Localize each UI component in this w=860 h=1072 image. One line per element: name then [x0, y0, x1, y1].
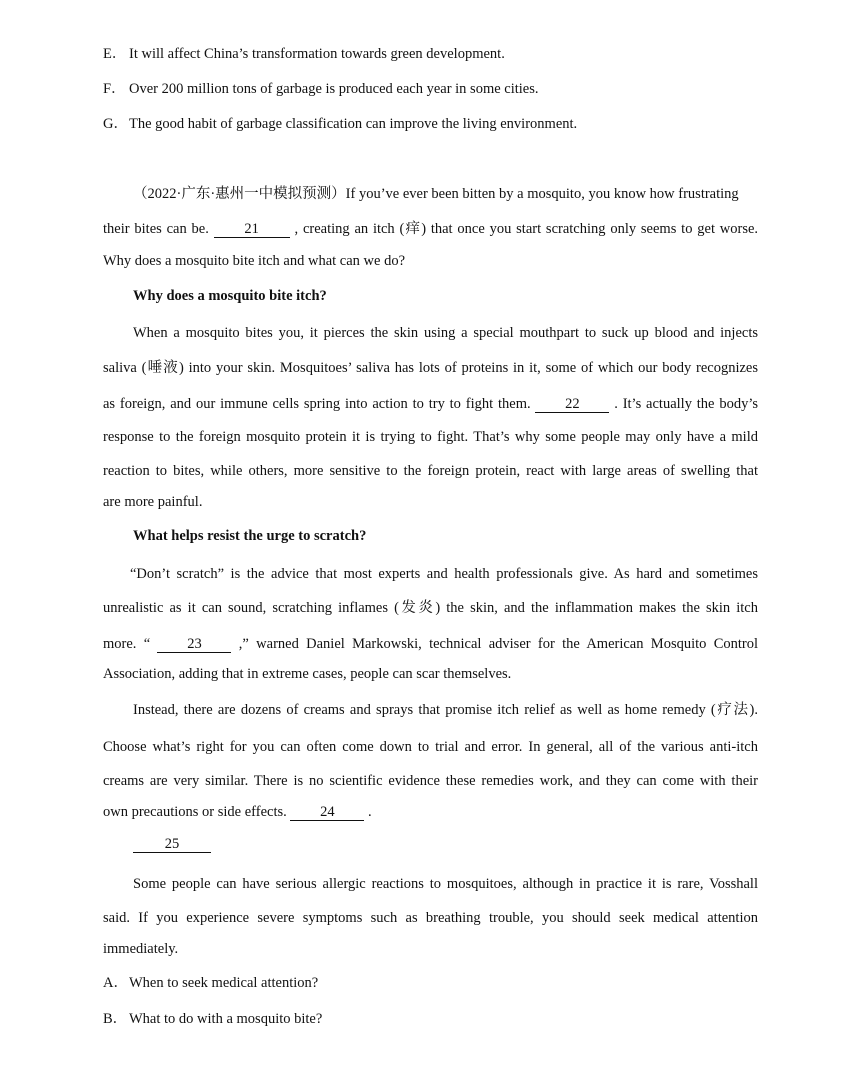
option-a [103, 974, 758, 992]
passage-line: “Don’t scratch” is the advice that most experts and health professionals give. As hard and sometimes [130, 566, 758, 582]
passage-line [103, 220, 758, 238]
option-g [103, 115, 758, 133]
passage-line: reaction to bites, while others, more sensitive to the foreign protein, react with large areas of swelling that [103, 463, 758, 479]
passage-line: When a mosquito bites you, it pierces the skin using a special mouthpart to suck up blood and injects [133, 325, 758, 341]
passage-text: , creating an itch (痒) that once you start scratching only seems to get worse. [294, 221, 759, 237]
passage-text: ,” warned Daniel Markowski, technical adviser for the American Mosquito Control [238, 636, 759, 652]
option-letter: G． [103, 116, 128, 132]
option-letter: A． [103, 975, 128, 991]
passage-line: are more painful. [103, 494, 203, 510]
passage-line: Instead, there are dozens of creams and sprays that promise itch relief as well as home remedy (疗法). [133, 702, 758, 718]
blank-21: 21 [214, 222, 290, 238]
passage-text: more. “ [103, 636, 151, 652]
option-letter: F． [103, 81, 126, 97]
passage-line: Association, adding that in extreme cases, people can scar themselves. [103, 666, 512, 682]
passage-text: their bites can be. [103, 221, 209, 237]
passage-line: Choose what’s right for you can often come down to trial and error. In general, all of the various anti-itch [103, 739, 758, 755]
passage-text: as foreign, and our immune cells spring into action to try to fight them. [103, 396, 531, 412]
passage-line: immediately. [103, 941, 179, 957]
passage-line [103, 803, 758, 821]
option-text: The good habit of garbage classification can improve the living environment. [129, 116, 578, 132]
passage-line [103, 395, 758, 413]
passage-line: creams are very similar. There is no scientific evidence these remedies work, and they can come with their [103, 773, 758, 789]
section-heading: Why does a mosquito bite itch? [133, 288, 327, 304]
blank-22: 22 [535, 397, 609, 413]
passage-text: . It’s actually the body’s [614, 396, 758, 412]
blank-25: 25 [133, 837, 211, 853]
passage-line: saliva (唾液) into your skin. Mosquitoes’ saliva has lots of proteins in it, some of which our body recognizes [103, 360, 758, 376]
section-heading: What helps resist the urge to scratch? [133, 528, 367, 544]
passage-line: Why does a mosquito bite itch and what can we do? [103, 253, 406, 269]
passage-text: own precautions or side effects. [103, 804, 287, 820]
option-letter: E． [103, 46, 127, 62]
option-b [103, 1010, 758, 1028]
option-text: When to seek medical attention? [129, 975, 319, 991]
passage-line [103, 635, 758, 653]
passage-line [133, 835, 758, 853]
passage-line: unrealistic as it can sound, scratching inflames (发炎) the skin, and the inflammation makes the skin itch [103, 600, 758, 616]
option-letter: B． [103, 1011, 128, 1027]
option-e [103, 45, 758, 63]
passage-line: said. If you experience severe symptoms such as breathing trouble, you should seek medical attention [103, 910, 758, 926]
option-text: What to do with a mosquito bite? [129, 1011, 323, 1027]
passage-line: Some people can have serious allergic reactions to mosquitoes, although in practice it is rare, Vosshall [133, 876, 758, 892]
option-f [103, 80, 758, 98]
passage-text: . [368, 804, 372, 820]
blank-23: 23 [157, 637, 231, 653]
passage-line: （2022·广东·惠州一中模拟预测）If you’ve ever been bitten by a mosquito, you know how frustrating [133, 186, 739, 202]
blank-24: 24 [290, 805, 364, 821]
passage-line: response to the foreign mosquito protein it is trying to fight. That’s why some people may only have a mild [103, 429, 758, 445]
option-text: It will affect China’s transformation towards green development. [129, 46, 505, 62]
option-text: Over 200 million tons of garbage is produced each year in some cities. [129, 81, 539, 97]
